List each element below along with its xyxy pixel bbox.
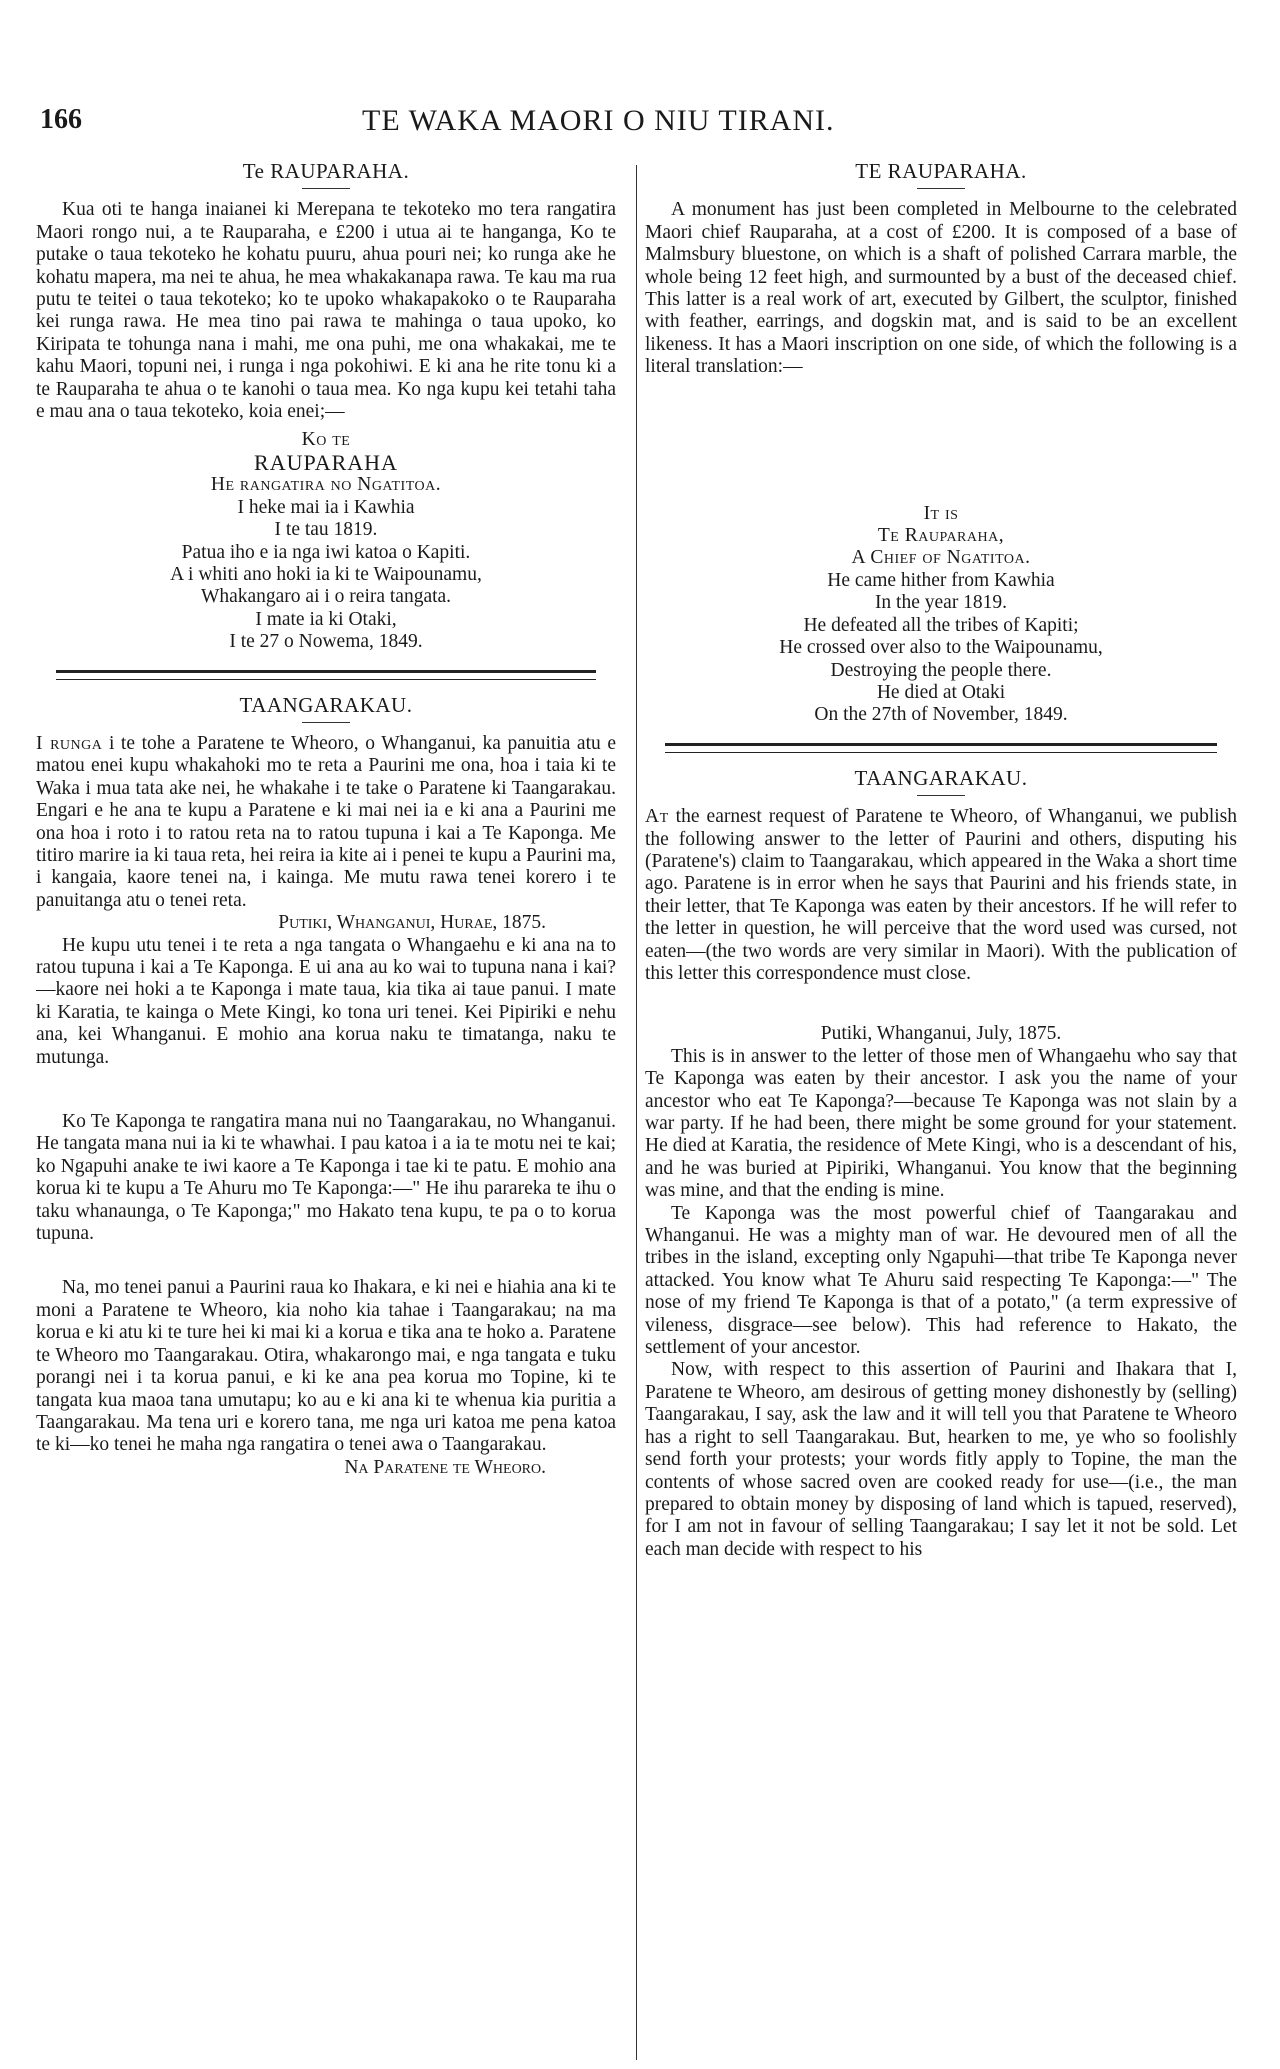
inscription-line: I mate ia ki Otaki, bbox=[255, 608, 397, 630]
right-rauparaha-paragraph: A monument has just been completed in Melbourne to the celebrated Maori chief Rauparaha, at a cost of £200. It is composed of a base of Malmsbury bluestone, on which is a shaft of polished Carrara marble, the whole being 12 feet high, and surmounted by a bust of the deceased chief. This latter is a real work of art, executed by Gilbert, the sculptor, finished with feather, earrings, and dogskin mat, and is said to be an excellent likeness. It has a Maori inscription on one side, of which the following is a literal translation:— bbox=[645, 199, 1237, 378]
right-taangarakau-title: TAANGARAKAU. bbox=[854, 765, 1028, 790]
left-taangarakau-p2: He kupu utu tenei i te reta a nga tangata o Whangaehu e ki ana na to ratou tupuna i kai a Te Kaponga. E ui ana au ko wai to tupuna nana i kai? —kaore nei hoki a te Kaponga i mate taua, kia tika ai taue panui. I mate ki Karatia, te kainga o Mete Kingi, ko tona uri tenei. Kei Pipiriki e nehu ana, kei Whanganui. E mohio ana korua naku te timatanga, naku te mutunga. bbox=[36, 934, 616, 1068]
inscription-line: Destroying the people there. bbox=[830, 659, 1052, 681]
inscription-line: A i whiti ano hoki ia ki te Waipounamu, bbox=[170, 563, 482, 585]
title-rule bbox=[917, 795, 965, 796]
inscription-line: He rangatira no Ngatitoa. bbox=[210, 474, 442, 496]
inscription-line: I heke mai ia i Kawhia bbox=[237, 496, 415, 518]
inscription-line: I te tau 1819. bbox=[274, 519, 378, 541]
inscription-line: He crossed over also to the Waipounamu, bbox=[779, 637, 1103, 659]
right-taangarakau-p4: Now, with respect to this assertion of Paurini and Ihakara that I, Paratene te Wheoro, am desirous of getting money dishonestly by (selling) Taangarakau, I say, ask the law and it will tell you that Paratene te Wheoro has a right to sell Taangarakau. But, hearken to me, ye who so foolishly send forth your protests; your words fitly apply to Topine, the man the contents of whose sacred oven are cooked ready for use—(i.e., the man prepared to obtain money by disposing of land which is tapued, reserved), for I am not in favour of selling Taangarakau; I say let it not be sold. Let each man decide with respect to his bbox=[645, 1359, 1237, 1560]
title-rule bbox=[302, 722, 350, 723]
inscription-line: Ko te bbox=[301, 429, 351, 451]
title-rule bbox=[917, 188, 965, 189]
left-rauparaha-title: Te RAUPARAHA. bbox=[242, 159, 410, 183]
right-rauparaha-title: TE RAUPARAHA. bbox=[855, 159, 1027, 183]
right-taangarakau-p1 bbox=[645, 806, 1237, 985]
left-taangarakau-title: TAANGARAKAU. bbox=[239, 692, 413, 717]
left-inscription bbox=[36, 429, 616, 653]
left-taangarakau-p3: Ko Te Kaponga te rangatira mana nui no Taangarakau, no Whanganui. He tangata mana nui ia ki te whawhai. I pau katoa i a ia te motu nei te kai; ko Ngapuhi anake te iwi kaore a Te Kaponga i tae ki te patu. E mohio ana korua ki te kupu a Te Ahuru mo Te Kaponga:—" He ihu parareka te ihu o taku whanaunga, o Te Kaponga;" mo Hakato tena kupu, te pa o to korua tupuna. bbox=[36, 1111, 616, 1245]
inscription-line: Patua iho e ia nga iwi katoa o Kapiti. bbox=[181, 541, 471, 563]
left-signature: Na Paratene te Wheoro. bbox=[344, 1456, 546, 1478]
paragraph-text: i te tohe a Paratene te Wheoro, o Whanganui, ka panuitia atu e matou enei kupu whakahoki mo te reta a Paurini me ona, hoa i taia ki te Waka i mua tata ake nei, he whakahe i te take o Paratene ki Taangarakau. Engari e he ana te kupu a Paratene e ki mai nei ia e ki ana a Paurini me ona hoa i roto i to ratou reta na to ratou tupuna i kai a Te Kaponga. Me titiro marire ia ki taua reta, hei reira ia kite ai i penei te kupu a Paurini ma, i kangaia, kaore tenei na, i kainga. Me mutu rawa tenei korero i te panuitanga atu o tenei reta. bbox=[36, 732, 616, 911]
inscription-line: In the year 1819. bbox=[874, 592, 1008, 614]
lead-words: At bbox=[645, 806, 669, 828]
column-divider bbox=[636, 165, 637, 2060]
left-rauparaha-paragraph: Kua oti te hanga inaianei ki Merepana te tekoteko mo tera rangatira Maori rongo nui, a te Rauparaha, e £200 i utua ai te hanganga, Ko te putake o taua tekoteko he kohatu puuru, ahua pouri nei; ko runga ake he kohatu mapera, ma nei te ahua, he mea whakakanapa rawa. Te kau ma rua putu te teitei o taua tekoteko; ko te upoko whakapakoko o te Rauparaha kei runga rawa. He mea tino pai rawa te mahinga o taua upoko, ko Kiripata te tohunga nana i mahi, me ona puhi, me ona whakakai, me te kahu Maori, topuni nei, i runga i nga pokohiwi. E ki ana he rite tonu ki a te Rauparaha te ahua o te kanohi o taua mea. Ko nga kupu kei tetahi taha e mau ana o taua tekoteko, koia enei;— bbox=[36, 199, 616, 423]
inscription-line: He died at Otaki bbox=[876, 681, 1006, 703]
section-double-rule bbox=[665, 743, 1217, 753]
title-rule bbox=[302, 188, 350, 189]
inscription-line: On the 27th of November, 1849. bbox=[814, 704, 1068, 726]
inscription-line: A Chief of Ngatitoa. bbox=[851, 547, 1031, 569]
inscription-line: He came hither from Kawhia bbox=[827, 569, 1055, 591]
page-number: 166 bbox=[40, 104, 82, 135]
page-header bbox=[40, 104, 1240, 144]
right-taangarakau-p2: This is in answer to the letter of those men of Whangaehu who say that Te Kaponga was eaten by their ancestor. I ask you the name of your ancestor who eat Te Kaponga?—because Te Kaponga was not slain by a war party. If he had been, there might be some ground for your statement. He died at Karatia, the residence of Mete Kingi, who is a descendant of his, and he was buried at Pipiriki, Whanganui. You know that the beginning was mine, and that the ending is mine. bbox=[645, 1045, 1237, 1202]
left-column-maori bbox=[36, 158, 616, 2058]
paragraph-text: the earnest request of Paratene te Wheoro, of Whanganui, we publish the following answer to the letter of Paurini and others, disputing his (Paratene's) claim to Taangarakau, which appeared in the Waka a short time ago. Paratene is in error when he says that Paurini and his friends state, in their letter, that Te Kaponga was eaten by their ancestors. If he will refer to the letter in question, he will perceive that the word used was cursed, not eaten—(the two words are very similar in Maori). With the publication of this letter this correspondence must close. bbox=[645, 806, 1237, 984]
right-inscription bbox=[645, 503, 1237, 727]
left-taangarakau-p4: Na, mo tenei panui a Paurini raua ko Ihakara, e ki nei e hiahia ana ki te moni a Paratene te Wheoro, kia noho kia tahae i Taangarakau; na ma korua e ki atu ki te ture hei ki mai ki a korua e tika ana te hoko a. Paratene te Wheoro mo Taangarakau. Otira, whakarongo mai, e nga tangata e tuku porangi nei i ta korua panui, e ki ke ana pea korua mo Topine, ki te tangata kua maoa tana umutapu; ko au e ki ana ki te whenua kia puritia a Taangarakau. Ma tena uri e korero tana, me nga uri katoa me pena katoa te ki—ko tenei he maha nga rangatira o tenei awa o Taangarakau. bbox=[36, 1277, 616, 1456]
left-taangarakau-p1 bbox=[36, 733, 616, 912]
inscription-line: He defeated all the tribes of Kapiti; bbox=[803, 614, 1079, 636]
right-taangarakau-p3: Te Kaponga was the most powerful chief of Taangarakau and Whanganui. He was a mighty man of war. He devoured men of all the tribes in the island, excepting only Ngapuhi—that tribe Te Kaponga never attacked. You know what Te Ahuru said respecting Te Kaponga:—" The nose of my friend Te Kaponga is that of a potato," (a term expressive of vileness, disgrace—see below). This had reference to Hakato, the settlement of your ancestor. bbox=[645, 1202, 1237, 1359]
right-dateline: Putiki, Whanganui, July, 1875. bbox=[820, 1023, 1062, 1045]
inscription-line: Whakangaro ai i o reira tangata. bbox=[200, 586, 452, 608]
inscription-line: Te Rauparaha, bbox=[877, 525, 1005, 547]
right-column-english bbox=[645, 158, 1237, 2058]
section-double-rule bbox=[56, 670, 596, 680]
left-dateline: Putiki, Whanganui, Hurae, 1875. bbox=[278, 912, 546, 934]
inscription-line: It is bbox=[923, 502, 959, 524]
running-title: TE WAKA MAORI O NIU TIRANI. bbox=[362, 104, 835, 137]
lead-words: I runga bbox=[36, 732, 103, 754]
inscription-line: I te 27 o Nowema, 1849. bbox=[229, 631, 423, 653]
inscription-line: RAUPARAHA bbox=[254, 449, 398, 475]
